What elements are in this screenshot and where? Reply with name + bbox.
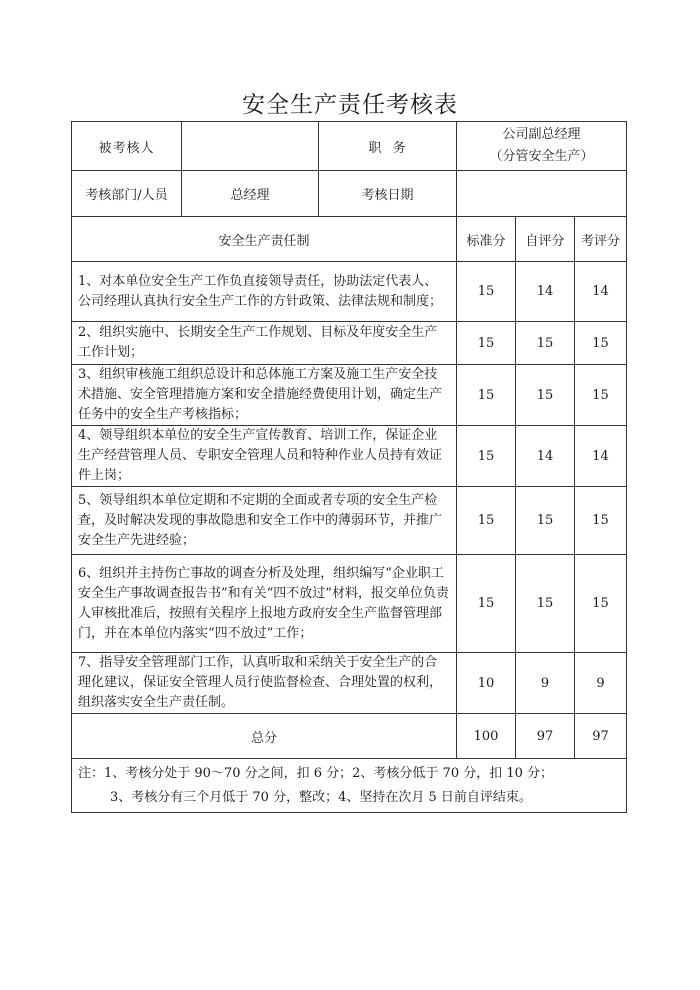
notes-cell [72, 759, 627, 813]
standard-score: 15 [457, 262, 516, 322]
column-header-duty: 安全生产责任制 [72, 217, 457, 262]
duty-text: 4、领导组织本单位的安全生产宣传教育、培训工作，保证企业生产经营管理人员、专职安全管理人员和特种作业人员持有效证件上岗； [72, 426, 457, 487]
table-row [72, 426, 627, 487]
standard-score: 15 [457, 426, 516, 487]
review-score: 14 [575, 426, 627, 487]
self-score: 15 [516, 365, 575, 426]
column-header-self: 自评分 [516, 217, 575, 262]
assessee-value [182, 122, 319, 171]
standard-score: 15 [457, 365, 516, 426]
position-line-2: （分管安全生产） [489, 149, 594, 164]
duty-text: 7、指导安全管理部门工作，认真听取和采纳关于安全生产的合理化建议，保证安全管理人员行使监督检查、合理处置的权利，组织落实安全生产责任制。 [72, 653, 457, 714]
table-row [72, 653, 627, 714]
position-label: 职 务 [319, 122, 457, 171]
info-row-assessee [72, 122, 627, 171]
self-score: 9 [516, 653, 575, 714]
self-score: 14 [516, 426, 575, 487]
position-value [457, 122, 627, 171]
table-row [72, 322, 627, 365]
date-value [457, 171, 627, 217]
total-standard: 100 [457, 714, 516, 759]
table-row [72, 365, 627, 426]
review-score: 15 [575, 487, 627, 555]
table-row [72, 487, 627, 555]
total-label: 总分 [72, 714, 457, 759]
standard-score: 15 [457, 555, 516, 653]
review-score: 15 [575, 365, 627, 426]
review-score: 15 [575, 322, 627, 365]
review-score: 9 [575, 653, 627, 714]
duty-text: 6、组织并主持伤亡事故的调查分析及处理，组织编写“企业职工安全生产事故调查报告书”和有关“四不放过”材料，报交单位负责人审核批准后，按照有关程序上报地方政府安全生产监督管理部门，并在本单位内落实“四不放过”工作； [72, 555, 457, 653]
date-label: 考核日期 [319, 171, 457, 217]
table-row [72, 555, 627, 653]
standard-score: 10 [457, 653, 516, 714]
total-row [72, 714, 627, 759]
self-score: 15 [516, 487, 575, 555]
column-header-row [72, 217, 627, 262]
standard-score: 15 [457, 322, 516, 365]
self-score: 15 [516, 322, 575, 365]
duty-text: 5、领导组织本单位定期和不定期的全面或者专项的安全生产检查，及时解决发现的事故隐患和安全工作中的薄弱环节，并推广安全生产先进经验； [72, 487, 457, 555]
duty-text: 2、组织实施中、长期安全生产工作规划、目标及年度安全生产工作计划； [72, 322, 457, 365]
department-label: 考核部门/人员 [72, 171, 182, 217]
info-row-department [72, 171, 627, 217]
standard-score: 15 [457, 487, 516, 555]
notes-row [72, 759, 627, 813]
assessment-table [71, 121, 627, 813]
column-header-review: 考评分 [575, 217, 627, 262]
self-score: 15 [516, 555, 575, 653]
duty-text: 3、组织审核施工组织总设计和总体施工方案及施工生产安全技术措施、安全管理措施方案和安全措施经费使用计划，确定生产任务中的安全生产考核指标； [72, 365, 457, 426]
note-line-2: 3、考核分有三个月低于 70 分，整改；4、坚持在次月 5 日前自评结束。 [110, 789, 532, 805]
table-row [72, 262, 627, 322]
review-score: 14 [575, 262, 627, 322]
assessee-label: 被考核人 [72, 122, 182, 171]
position-line-1: 公司副总经理 [502, 127, 581, 142]
page-title: 安全生产责任考核表 [242, 92, 458, 118]
note-line-1: 注：1、考核分处于 90～70 分之间，扣 6 分；2、考核分低于 70 分，扣 10 分； [78, 765, 554, 781]
self-score: 14 [516, 262, 575, 322]
total-self: 97 [516, 714, 575, 759]
department-value: 总经理 [182, 171, 319, 217]
review-score: 15 [575, 555, 627, 653]
total-review: 97 [575, 714, 627, 759]
duty-text: 1、对本单位安全生产工作负直接领导责任，协助法定代表人、公司经理认真执行安全生产工作的方针政策、法律法规和制度； [72, 262, 457, 322]
column-header-standard: 标准分 [457, 217, 516, 262]
